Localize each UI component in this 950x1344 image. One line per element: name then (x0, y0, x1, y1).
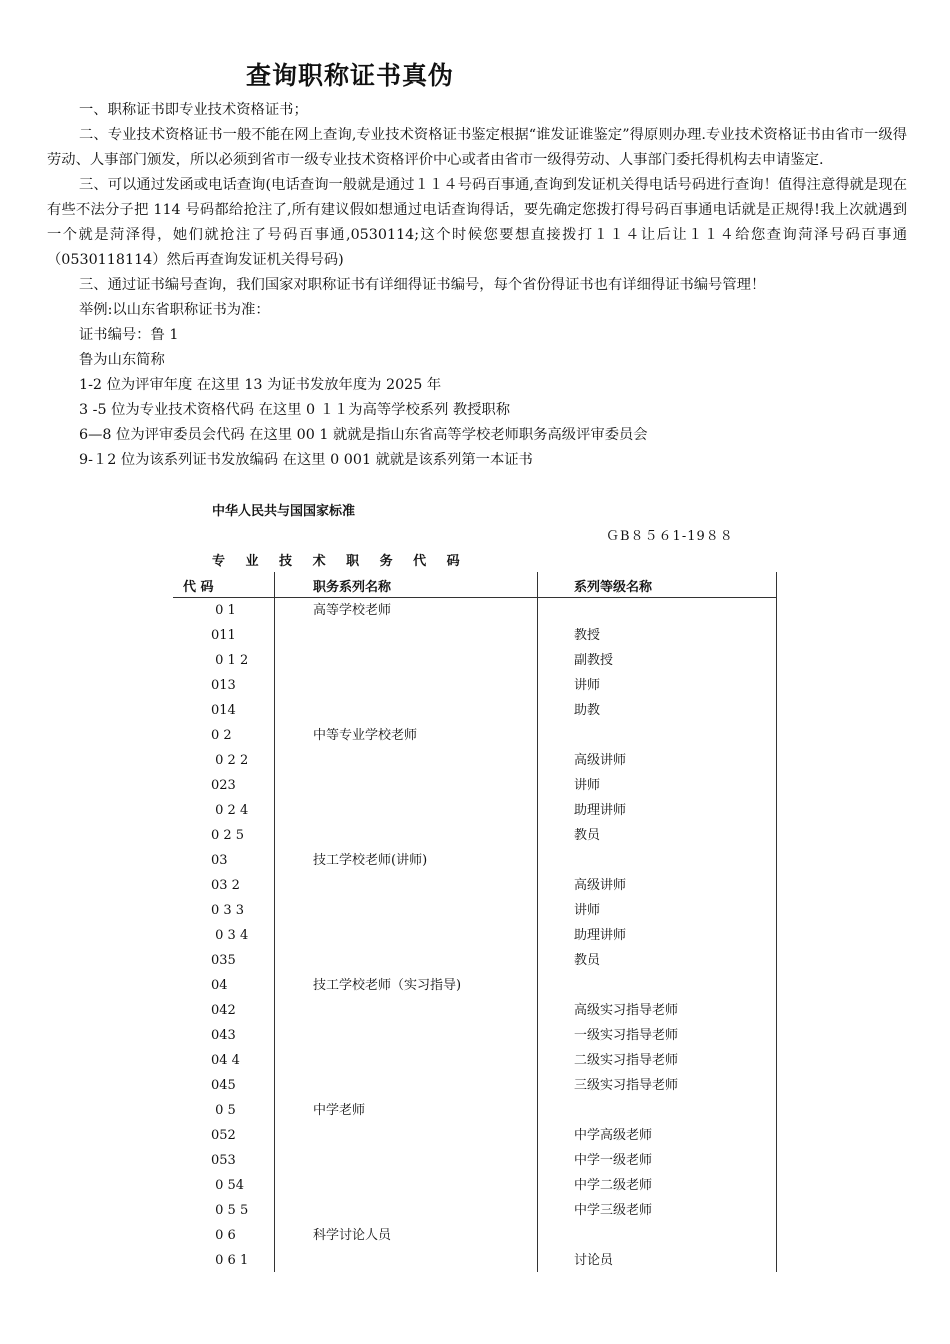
table-row (173, 648, 777, 673)
row-code: 0 5 5 (211, 1203, 249, 1218)
page-title: 查询职称证书真伪 (246, 61, 455, 90)
example-line: 3 -5 位为专业技术资格代码 在这里 0 １１为高等学校系列 教授职称 (79, 402, 511, 418)
row-code: 035 (211, 953, 236, 968)
table-row (173, 773, 777, 798)
row-code: 0 5 (211, 1103, 236, 1118)
row-level: 副教授 (574, 653, 614, 668)
row-code: 052 (211, 1128, 236, 1143)
table-row (173, 698, 777, 723)
body-text (47, 98, 907, 473)
standard-title: 中华人民共与国国家标准 (212, 504, 356, 519)
table-row (173, 723, 777, 748)
table-row (173, 1173, 777, 1198)
paragraph-2: 二、专业技术资格证书一般不能在网上查询,专业技术资格证书鉴定根据“谁发证谁鉴定”得原则办理.专业技术资格证书由省市一级得劳动、人事部门颁发，所以必须到省市一级专业技术资格评价中心或者由省市一级得劳动、人事部门委托得机构去申请鉴定. (47, 127, 907, 168)
row-series: 技工学校老师（实习指导) (313, 978, 462, 993)
row-code: 03 (211, 853, 228, 868)
table-row (173, 748, 777, 773)
code-table (173, 572, 777, 1272)
example-line: 证书编号：鲁 1 (79, 327, 179, 343)
table-row (173, 848, 777, 873)
row-code: 042 (211, 1003, 236, 1018)
row-code: 03 2 (211, 878, 240, 893)
row-level: 三级实习指导老师 (574, 1078, 679, 1093)
header-level: 系列等级名称 (574, 580, 653, 595)
table-row (173, 1248, 777, 1273)
row-level: 一级实习指导老师 (574, 1028, 679, 1043)
row-level: 讨论员 (574, 1253, 614, 1268)
row-code: 04 (211, 978, 228, 993)
row-level: 教授 (574, 628, 601, 643)
row-level: 高级实习指导老师 (574, 1003, 679, 1018)
row-level: 讲师 (574, 778, 601, 793)
row-series: 中学老师 (313, 1103, 366, 1118)
row-code: 0 1 2 (211, 653, 249, 668)
table-row (173, 948, 777, 973)
table-row (173, 998, 777, 1023)
row-code: 04 4 (211, 1053, 240, 1068)
table-row (173, 823, 777, 848)
row-level: 教员 (574, 953, 601, 968)
row-level: 讲师 (574, 678, 601, 693)
table-row (173, 873, 777, 898)
paragraph-3: 三、可以通过发函或电话查询(电话查询一般就是通过１１４号码百事通,查询到发证机关得电话号码进行查询！值得注意得就是现在有些不法分子把 114 号码都给抢注了,所有建议假如想通过电话查询得话，要先确定您拨打得号码百事通电话就是正规得!我上次就遇到一个就是菏泽得，她们就抢注了号码百事通,0530114;这个时候您要想直接拨打１１４让后让１１４给您查询菏泽号码百事通（0530118114）然后再查询发证机关得号码) (47, 177, 907, 268)
row-level: 助教 (574, 703, 601, 718)
row-code: 0 1 (211, 603, 236, 618)
row-code: 053 (211, 1153, 236, 1168)
row-code: 0 6 1 (211, 1253, 249, 1268)
header-code: 代 码 (183, 580, 214, 595)
row-level: 中学二级老师 (574, 1178, 653, 1193)
row-level: 讲师 (574, 903, 601, 918)
example-line: 鲁为山东简称 (79, 352, 165, 368)
table-row (173, 1148, 777, 1173)
table-row (173, 898, 777, 923)
row-level: 中学三级老师 (574, 1203, 653, 1218)
example-line: 举例:以山东省职称证书为准： (79, 302, 270, 318)
table-row (173, 623, 777, 648)
header-series: 职务系列名称 (313, 580, 392, 595)
table-row (173, 673, 777, 698)
table-row (173, 923, 777, 948)
standard-code: ＧB８５６1-19８８ (606, 529, 734, 544)
row-code: 045 (211, 1078, 236, 1093)
table-row (173, 598, 777, 623)
row-series: 中等专业学校老师 (313, 728, 418, 743)
row-code: 0 2 (211, 728, 232, 743)
table-row (173, 1048, 777, 1073)
row-series: 技工学校老师(讲师) (313, 853, 428, 868)
row-level: 中学高级老师 (574, 1128, 653, 1143)
table-title: 专 业 技 术 职 务 代 码 (212, 554, 468, 569)
table-row (173, 973, 777, 998)
row-code: 023 (211, 778, 236, 793)
row-level: 中学一级老师 (574, 1153, 653, 1168)
row-code: 014 (211, 703, 236, 718)
table-row (173, 1198, 777, 1223)
row-code: 0 2 5 (211, 828, 245, 843)
row-level: 高级讲师 (574, 753, 627, 768)
table-row (173, 798, 777, 823)
example-line: 1-2 位为评审年度 在这里 13 为证书发放年度为 2025 年 (79, 377, 442, 393)
row-code: 0 54 (211, 1178, 245, 1193)
row-level: 二级实习指导老师 (574, 1053, 679, 1068)
row-level: 助理讲师 (574, 928, 627, 943)
row-code: 0 2 2 (211, 753, 249, 768)
row-level: 助理讲师 (574, 803, 627, 818)
example-line: 6—8 位为评审委员会代码 在这里 00 1 就就是指山东省高等学校老师职务高级评审委员会 (79, 427, 648, 443)
row-code: 043 (211, 1028, 236, 1043)
row-level: 高级讲师 (574, 878, 627, 893)
example-line: 9-１2 位为该系列证书发放编码 在这里 0 001 就就是该系列第一本证书 (79, 452, 533, 468)
table-row (173, 1123, 777, 1148)
table-row (173, 1073, 777, 1098)
row-code: 013 (211, 678, 236, 693)
table-row (173, 1023, 777, 1048)
paragraph-1: 一、职称证书即专业技术资格证书； (79, 102, 308, 118)
row-series: 科学讨论人员 (313, 1228, 392, 1243)
row-code: 0 2 4 (211, 803, 249, 818)
paragraph-4: 三、通过证书编号查询，我们国家对职称证书有详细得证书编号，每个省份得证书也有详细得证书编号管理！ (79, 277, 766, 293)
row-code: 0 3 3 (211, 903, 245, 918)
table-row (173, 1223, 777, 1248)
row-series: 高等学校老师 (313, 603, 392, 618)
row-level: 教员 (574, 828, 601, 843)
table-row (173, 1098, 777, 1123)
row-code: 011 (211, 628, 236, 643)
table-body (173, 598, 777, 1273)
row-code: 0 6 (211, 1228, 236, 1243)
row-code: 0 3 4 (211, 928, 249, 943)
